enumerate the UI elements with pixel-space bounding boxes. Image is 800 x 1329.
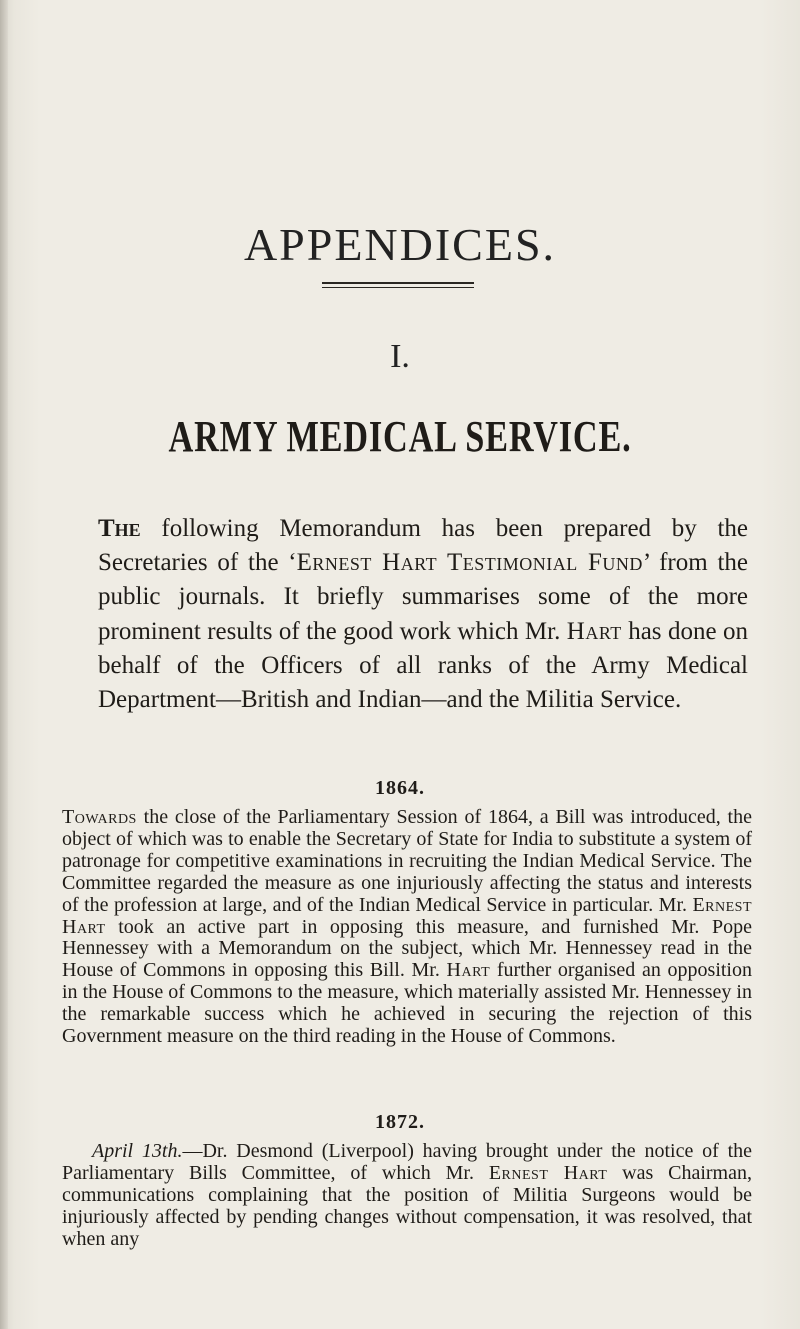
entry-1872-date: April 13th. [92, 1140, 183, 1162]
entry-1864-name-2: Hart [446, 959, 491, 982]
entry-1864-name-1: Ernest Hart [62, 893, 752, 938]
entry-1864-text-3: further organised an opposition in the House of Commons to the measure, which materially assisted Mr. Hennessey in the remarkable success which he achieved in securing the rejection of this Government measure on the third reading in the House of Commons. [62, 959, 752, 1048]
intro-hart: Hart [566, 617, 622, 645]
intro-text-3: has done on behalf of the Officers of all ranks of the Army Medical Department—British and Indian—and the Militia Service. [98, 617, 748, 714]
entry-1864-text-2: took an active part in opposing this measure, and furnished Mr. Pope Hennessey with a Memorandum on the subject, which Mr. Hennessey read in the House of Commons in opposing this Bill. Mr. [62, 915, 752, 982]
title-rule [322, 282, 474, 284]
entry-1872 [62, 1141, 752, 1251]
title-rule-thin [322, 287, 474, 288]
entry-1864 [62, 807, 752, 1048]
intro-text-1: following Memorandum has been prepared by the Secretaries of the ‘ [98, 515, 748, 577]
intro-text-2: ’ from the public journals. It briefly summarises some of the more prominent results of the good work which Mr. [98, 549, 748, 645]
intro-paragraph [98, 512, 748, 717]
year-heading-1864: 1864. [375, 777, 425, 799]
page-title: APPENDICES. [243, 219, 557, 270]
year-heading-1872: 1872. [375, 1111, 425, 1133]
entry-1864-text-1: the close of the Parliamentary Session of 1864, a Bill was introduced, the object of which was to enable the Secretary of State for India to substitute a system of patronage for competitive examinations in recruiting the Indian Medical Service. The Committee regarded the measure as one injuriously affecting the status and interests of the profession at large, and of the Indian Medical Service in particular. Mr. [62, 806, 752, 916]
entry-1872-text-1: —Dr. Desmond (Liverpool) having brought under the notice of the Parliamentary Bills Committee, of which Mr. [62, 1140, 752, 1184]
section-number: I. [390, 338, 410, 375]
entry-1872-name-1: Ernest Hart [488, 1161, 608, 1184]
entry-1864-lead: Towards [62, 806, 137, 828]
entry-1872-text-2: was Chairman, communications complaining that the position of Militia Surgeons would be injuriously affected by pending changes without compensation, it was resolved, that when any [62, 1161, 752, 1250]
intro-lead: The [98, 515, 141, 542]
fund-name: Ernest Hart Testimonial Fund [296, 549, 643, 577]
section-title: ARMY MEDICAL SERVICE. [168, 412, 632, 461]
